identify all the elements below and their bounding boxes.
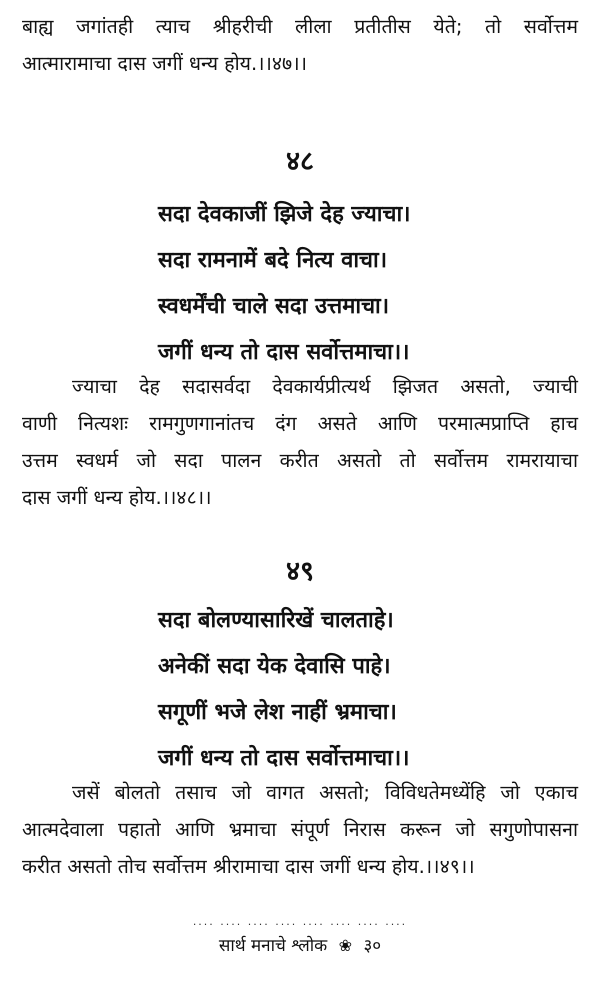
page-footer — [0, 932, 600, 960]
verse-number-48: ४८ — [285, 146, 315, 177]
footer-dotted-rule: .... .... .... .... .... .... .... .... — [192, 915, 408, 928]
flower-ornament-icon: ❀ — [338, 936, 353, 955]
verse-line: सदा देवकाजीं झिजे देह ज्याचा। — [158, 202, 411, 227]
verse-line: सदा रामनामें बदे नित्य वाचा। — [158, 248, 388, 273]
text-line: बाह्य जगांतही त्याच श्रीहरीची लीला प्रतीतीस येते; तो सर्वोत्तम — [22, 15, 578, 38]
verse-line: सदा बोलण्यासारिखें चालताहे। — [158, 608, 394, 633]
text-line: आत्मदेवाला पहातो आणि भ्रमाचा संपूर्ण निरास करून जो सगुणोपासना — [22, 818, 578, 841]
text-line: उत्तम स्वधर्म जो सदा पालन करीत असतो तो सर्वोत्तम रामरायाचा — [22, 449, 578, 472]
intro-paragraph — [22, 8, 578, 82]
verse-line: जगीं धन्य तो दास सर्वोत्तमाचा।। — [158, 746, 410, 771]
book-title: सार्थ मनाचे श्लोक — [218, 936, 328, 956]
verse-line: स्वधर्मेंची चाले सदा उत्तमाचा। — [158, 294, 390, 319]
commentary-49 — [22, 774, 578, 885]
text-line: ज्याचा देह सदासर्वदा देवकार्यप्रीत्यर्थ झिजत असतो, ज्याची — [72, 375, 578, 398]
text-line: आत्मारामाचा दास जगीं धन्य होय.।।४७।। — [22, 52, 307, 75]
verse-48 — [0, 192, 600, 376]
text-line: जसें बोलतो तसाच जो वागत असतो; विविधतेमध्येंहि जो एकाच — [72, 781, 578, 804]
page-number: ३० — [363, 936, 382, 956]
verse-number-49: ४९ — [285, 556, 315, 587]
verse-line: अनेकीं सदा येक देवासि पाहे। — [158, 654, 391, 679]
commentary-48 — [22, 368, 578, 516]
verse-49 — [0, 598, 600, 782]
verse-line: जगीं धन्य तो दास सर्वोत्तमाचा।। — [158, 340, 410, 365]
text-line: वाणी नित्यशः रामगुणगानांतच दंग असते आणि परमात्मप्राप्ति हाच — [22, 412, 578, 435]
text-line: दास जगीं धन्य होय.।।४८।। — [22, 486, 212, 509]
verse-line: सगूणीं भजे लेश नाहीं भ्रमाचा। — [158, 700, 397, 725]
text-line: करीत असतो तोच सर्वोत्तम श्रीरामाचा दास जगीं धन्य होय.।।४९।। — [22, 855, 475, 878]
